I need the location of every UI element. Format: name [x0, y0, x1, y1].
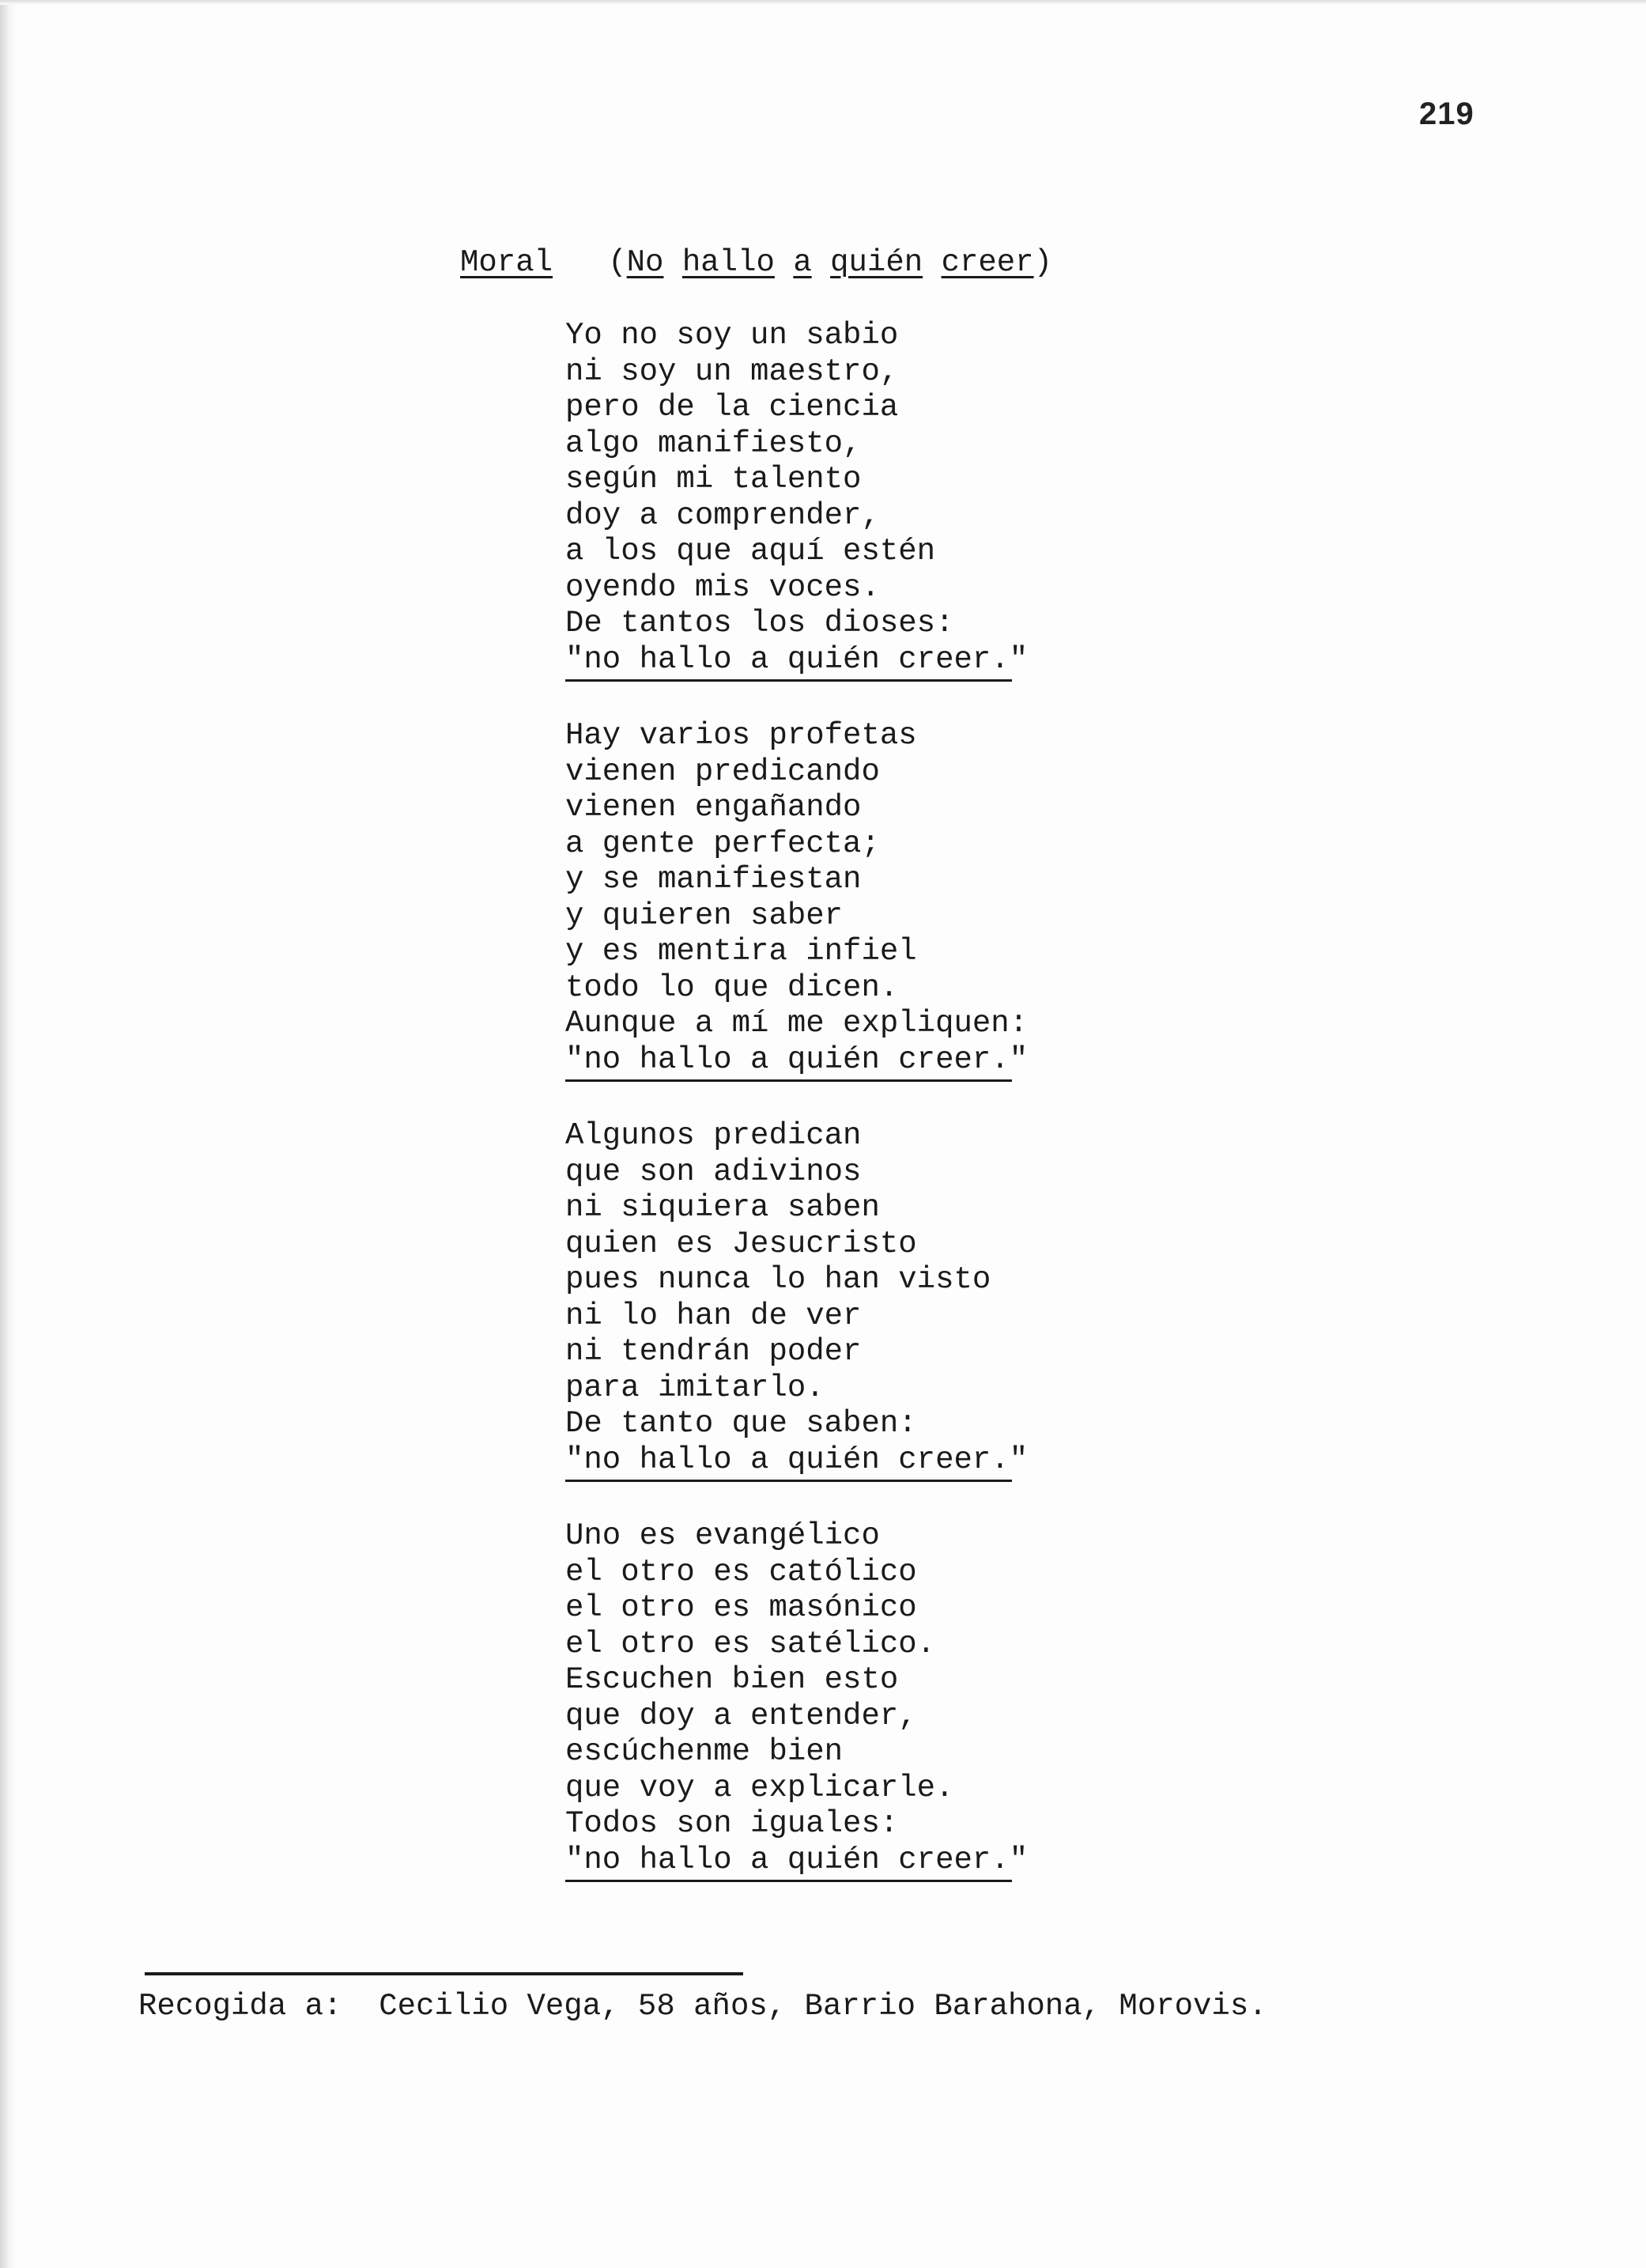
verse-line: todo lo que dicen. [565, 970, 899, 1005]
title-main: Moral [460, 245, 553, 280]
verse-line: que voy a explicarle. [565, 1770, 954, 1805]
verse-line: escúchenme bien [565, 1734, 844, 1769]
verse-line: ni siquiera saben [565, 1190, 880, 1225]
refrain-line [565, 1843, 1119, 1883]
poem-body [565, 318, 1119, 1918]
page-number: 219 [1419, 96, 1474, 131]
verse-line: que doy a entender, [565, 1698, 917, 1733]
verse-line: pero de la ciencia [565, 390, 899, 425]
verse-line: Todos son iguales: [565, 1806, 899, 1841]
verse-line: Yo no soy un sabio [565, 318, 899, 353]
verse-line: Escuchen bien esto [565, 1662, 899, 1697]
verse-line: Aunque a mí me expliquen: [565, 1006, 1029, 1041]
verse-line: ni lo han de ver [565, 1298, 862, 1333]
title-word: creer [941, 245, 1034, 280]
refrain-line [565, 642, 1119, 682]
verse-line: el otro es satélico. [565, 1626, 936, 1661]
verse-line: De tantos los dioses: [565, 606, 954, 641]
title-word: hallo [681, 245, 775, 280]
verse-line: Algunos predican [565, 1118, 862, 1153]
verse-line: vienen engañando [565, 790, 862, 825]
verse-line: pues nunca lo han visto [565, 1262, 991, 1297]
scan-left-edge [0, 0, 16, 2268]
stanza [565, 1118, 1119, 1482]
refrain-text: "no hallo a quién creer." [565, 1442, 1012, 1483]
stanza [565, 718, 1119, 1082]
verse-line: y se manifiestan [565, 862, 862, 897]
verse-line: De tanto que saben: [565, 1406, 917, 1441]
verse-line: Uno es evangélico [565, 1518, 880, 1553]
verse-line: doy a comprender, [565, 497, 880, 533]
verse-line: ni soy un maestro, [565, 353, 899, 389]
verse-line: Hay varios profetas [565, 718, 917, 753]
verse-line: a los que aquí estén [565, 534, 936, 569]
verse-line: y quieren saber [565, 898, 844, 933]
source-attribution [138, 1989, 1267, 2024]
verse-line: oyendo mis voces. [565, 569, 880, 605]
source-text: Cecilio Vega, 58 años, Barrio Barahona, Morovis. [379, 1989, 1267, 2024]
scan-top-edge [0, 0, 1646, 5]
verse-line: que son adivinos [565, 1154, 862, 1189]
refrain-line [565, 1042, 1119, 1083]
refrain-text: "no hallo a quién creer." [565, 1042, 1012, 1083]
verse-line: según mi talento [565, 462, 862, 497]
verse-line: algo manifiesto, [565, 425, 862, 461]
refrain-line [565, 1442, 1119, 1483]
title-word: a [793, 245, 812, 280]
verse-line: para imitarlo. [565, 1370, 825, 1405]
source-label: Recogida a: [138, 1989, 342, 2024]
title-word: No [626, 245, 664, 280]
stanza [565, 318, 1119, 682]
verse-line: vienen predicando [565, 754, 880, 789]
verse-line: quien es Jesucristo [565, 1226, 917, 1261]
verse-line: el otro es masónico [565, 1590, 917, 1625]
title-close-paren: ) [1033, 245, 1052, 280]
poem-title [460, 245, 1052, 280]
verse-line: y es mentira infiel [565, 934, 917, 969]
verse-line: el otro es católico [565, 1554, 917, 1589]
verse-line: ni tendrán poder [565, 1334, 862, 1369]
footer-rule [145, 1972, 743, 1975]
stanza [565, 1518, 1119, 1882]
refrain-text: "no hallo a quién creer." [565, 1843, 1012, 1883]
title-word: quién [830, 245, 923, 280]
verse-line: a gente perfecta; [565, 826, 880, 861]
refrain-text: "no hallo a quién creer." [565, 642, 1012, 682]
title-open-paren: ( [608, 245, 627, 280]
